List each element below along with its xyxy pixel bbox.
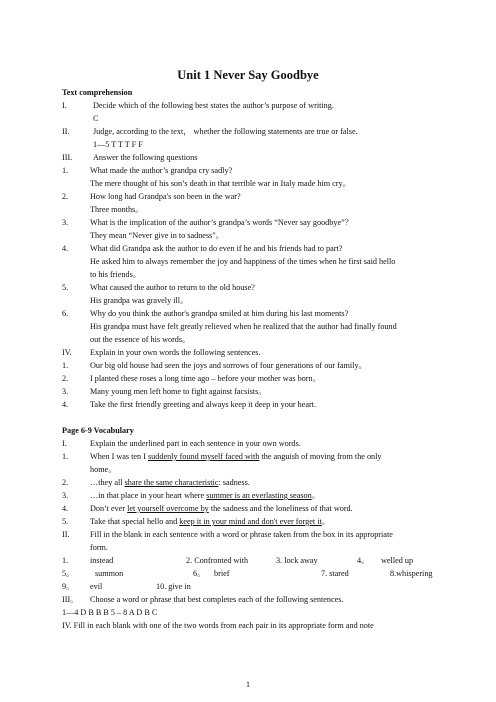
underlined-phrase: keep it in your mind and don't ever forget it	[179, 517, 322, 526]
question-text: What did Grandpa ask the author to do even if he and his friends had to part?	[90, 244, 343, 253]
answer-number: 5。	[62, 569, 75, 578]
instruction-text: Fill in the blank in each sentence with a word or phrase taken from the box in its appropriate	[90, 530, 393, 539]
underlined-phrase: suddenly found myself faced with	[147, 452, 260, 461]
sentence-number: 2.	[62, 374, 69, 383]
answer-number: 6。	[193, 569, 206, 578]
sentence-number: 5.	[62, 517, 69, 526]
page-number: 1	[246, 680, 250, 689]
instruction-text: Answer the following questions	[93, 153, 198, 162]
underlined-phrase: let yourself overcome by	[127, 504, 209, 513]
question-number: 2.	[62, 192, 69, 201]
sentence-text: Our big old house had seen the joys and sorrows of four generations of our family。	[90, 361, 367, 370]
answer-word: evil	[90, 582, 103, 591]
sentence-text: Many young men left home to fight against facsists。	[90, 387, 267, 396]
answer-text: Three months。	[90, 205, 144, 214]
sentence-part: Don’t ever	[90, 504, 128, 513]
instruction-text: Choose a word or phrase that best completes each of the following sentences.	[90, 595, 344, 604]
answer-text: His grandpa must have felt greatly relieved when he realized that the author had finally found	[90, 322, 397, 331]
underlined-phrase: share the same characteristic	[124, 478, 219, 487]
instruction-text: Explain the underlined part in each sentence in your own words.	[90, 439, 301, 448]
answer-number: 1.	[62, 556, 69, 565]
answer-text: His grandpa was gravely ill。	[90, 296, 189, 305]
sentence-part: When I was ten I	[90, 452, 148, 461]
item-number: IV.	[62, 348, 72, 357]
sentence-part: …in that place in your heart where	[90, 491, 207, 500]
question-number: 5.	[62, 283, 69, 292]
sentence-part: : sadness.	[218, 478, 250, 487]
question-text: Why do you think the author's grandpa smiled at him during his last moments?	[90, 309, 349, 318]
answer-word: 2. Confronted with	[186, 556, 249, 565]
answer-word: welled up	[381, 556, 414, 565]
section-heading-text-comprehension: Text comprehension	[62, 88, 133, 97]
sentence-text: I planted these roses a long time ago – before your mother was born。	[90, 374, 321, 383]
sentence-number: 4.	[62, 504, 69, 513]
answer-number: 9。	[62, 582, 75, 591]
question-number: 1.	[62, 166, 69, 175]
answer-word: brief	[214, 569, 230, 578]
question-number: 3.	[62, 218, 69, 227]
question-text: What is the implication of the author’s grandpa’s words “Never say goodbye”？	[90, 218, 353, 227]
sentence-text	[90, 491, 320, 501]
section-heading-vocabulary: Page 6-9 Vocabulary	[62, 426, 134, 435]
page-title: Unit 1 Never Say Goodbye	[177, 68, 319, 82]
sentence-text	[90, 504, 353, 514]
answer-word: 3. lock away	[276, 556, 318, 565]
sentence-part: 。	[311, 491, 320, 500]
underlined-phrase: summer is an everlasting season	[206, 491, 312, 500]
question-number: 6.	[62, 309, 69, 318]
answer-word: summon	[95, 569, 124, 578]
answer-word: instead	[90, 556, 114, 565]
sentence-text: home。	[90, 465, 117, 474]
instruction-text: Judge, according to the text， whether the following statements are true or false.	[93, 127, 358, 136]
question-text: What made the author’s grandpa cry sadly?	[90, 166, 233, 175]
question-number: 4.	[62, 244, 69, 253]
sentence-number: 3.	[62, 387, 69, 396]
answer-text: 1—4 D B B B 5 – 8 A D B C	[62, 608, 158, 617]
sentence-part: Take that special hello and	[90, 517, 180, 526]
item-number: II.	[62, 530, 70, 539]
item-number: III。	[62, 595, 79, 604]
instruction-text: Decide which of the following best states the author’s purpose of writing.	[93, 101, 334, 110]
sentence-number: 1.	[62, 361, 69, 370]
item-number: II.	[62, 127, 70, 136]
sentence-part: the anguish of moving from the only	[259, 452, 382, 461]
sentence-text	[90, 517, 330, 527]
sentence-part: 。	[321, 517, 330, 526]
answer-text: C	[93, 114, 99, 123]
sentence-part: …they all	[90, 478, 125, 487]
instruction-text: Explain in your own words the following sentences.	[90, 348, 261, 357]
sentence-number: 3.	[62, 491, 69, 500]
answer-word: 8.whispering	[390, 569, 433, 578]
answer-number: 4。	[357, 556, 370, 565]
answer-text: They mean “Never give in to sadness"。	[90, 231, 224, 240]
answer-text: 1—5 T T T F F	[93, 140, 143, 149]
sentence-text	[90, 452, 382, 462]
answer-text: The mere thought of his son’s death in that terrible war in Italy made him cry。	[90, 179, 351, 188]
sentence-number: 2.	[62, 478, 69, 487]
question-text: How long had Grandpa's son been in the war?	[90, 192, 241, 201]
instruction-text: form.	[90, 543, 108, 552]
instruction-text: IV. Fill in each blank with one of the two words from each pair in its appropriate form and note	[62, 621, 374, 630]
answer-text: out the essence of his words。	[90, 335, 191, 344]
answer-text: He asked him to always remember the joy and happiness of the times when he first said hello	[90, 257, 396, 266]
sentence-number: 4.	[62, 400, 69, 409]
answer-word: 10. give in	[156, 582, 191, 591]
sentence-number: 1.	[62, 452, 69, 461]
item-number: I.	[62, 439, 67, 448]
sentence-text	[90, 478, 250, 488]
answer-word: 7. stared	[321, 569, 349, 578]
item-number: I.	[62, 101, 67, 110]
sentence-part: the sadness and the loneliness of that word.	[208, 504, 353, 513]
answer-text: to his friends。	[90, 270, 141, 279]
question-text: What caused the author to return to the old house?	[90, 283, 255, 292]
item-number: III.	[62, 153, 73, 162]
sentence-text: Take the first friendly greeting and always keep it deep in your heart.	[90, 400, 317, 409]
